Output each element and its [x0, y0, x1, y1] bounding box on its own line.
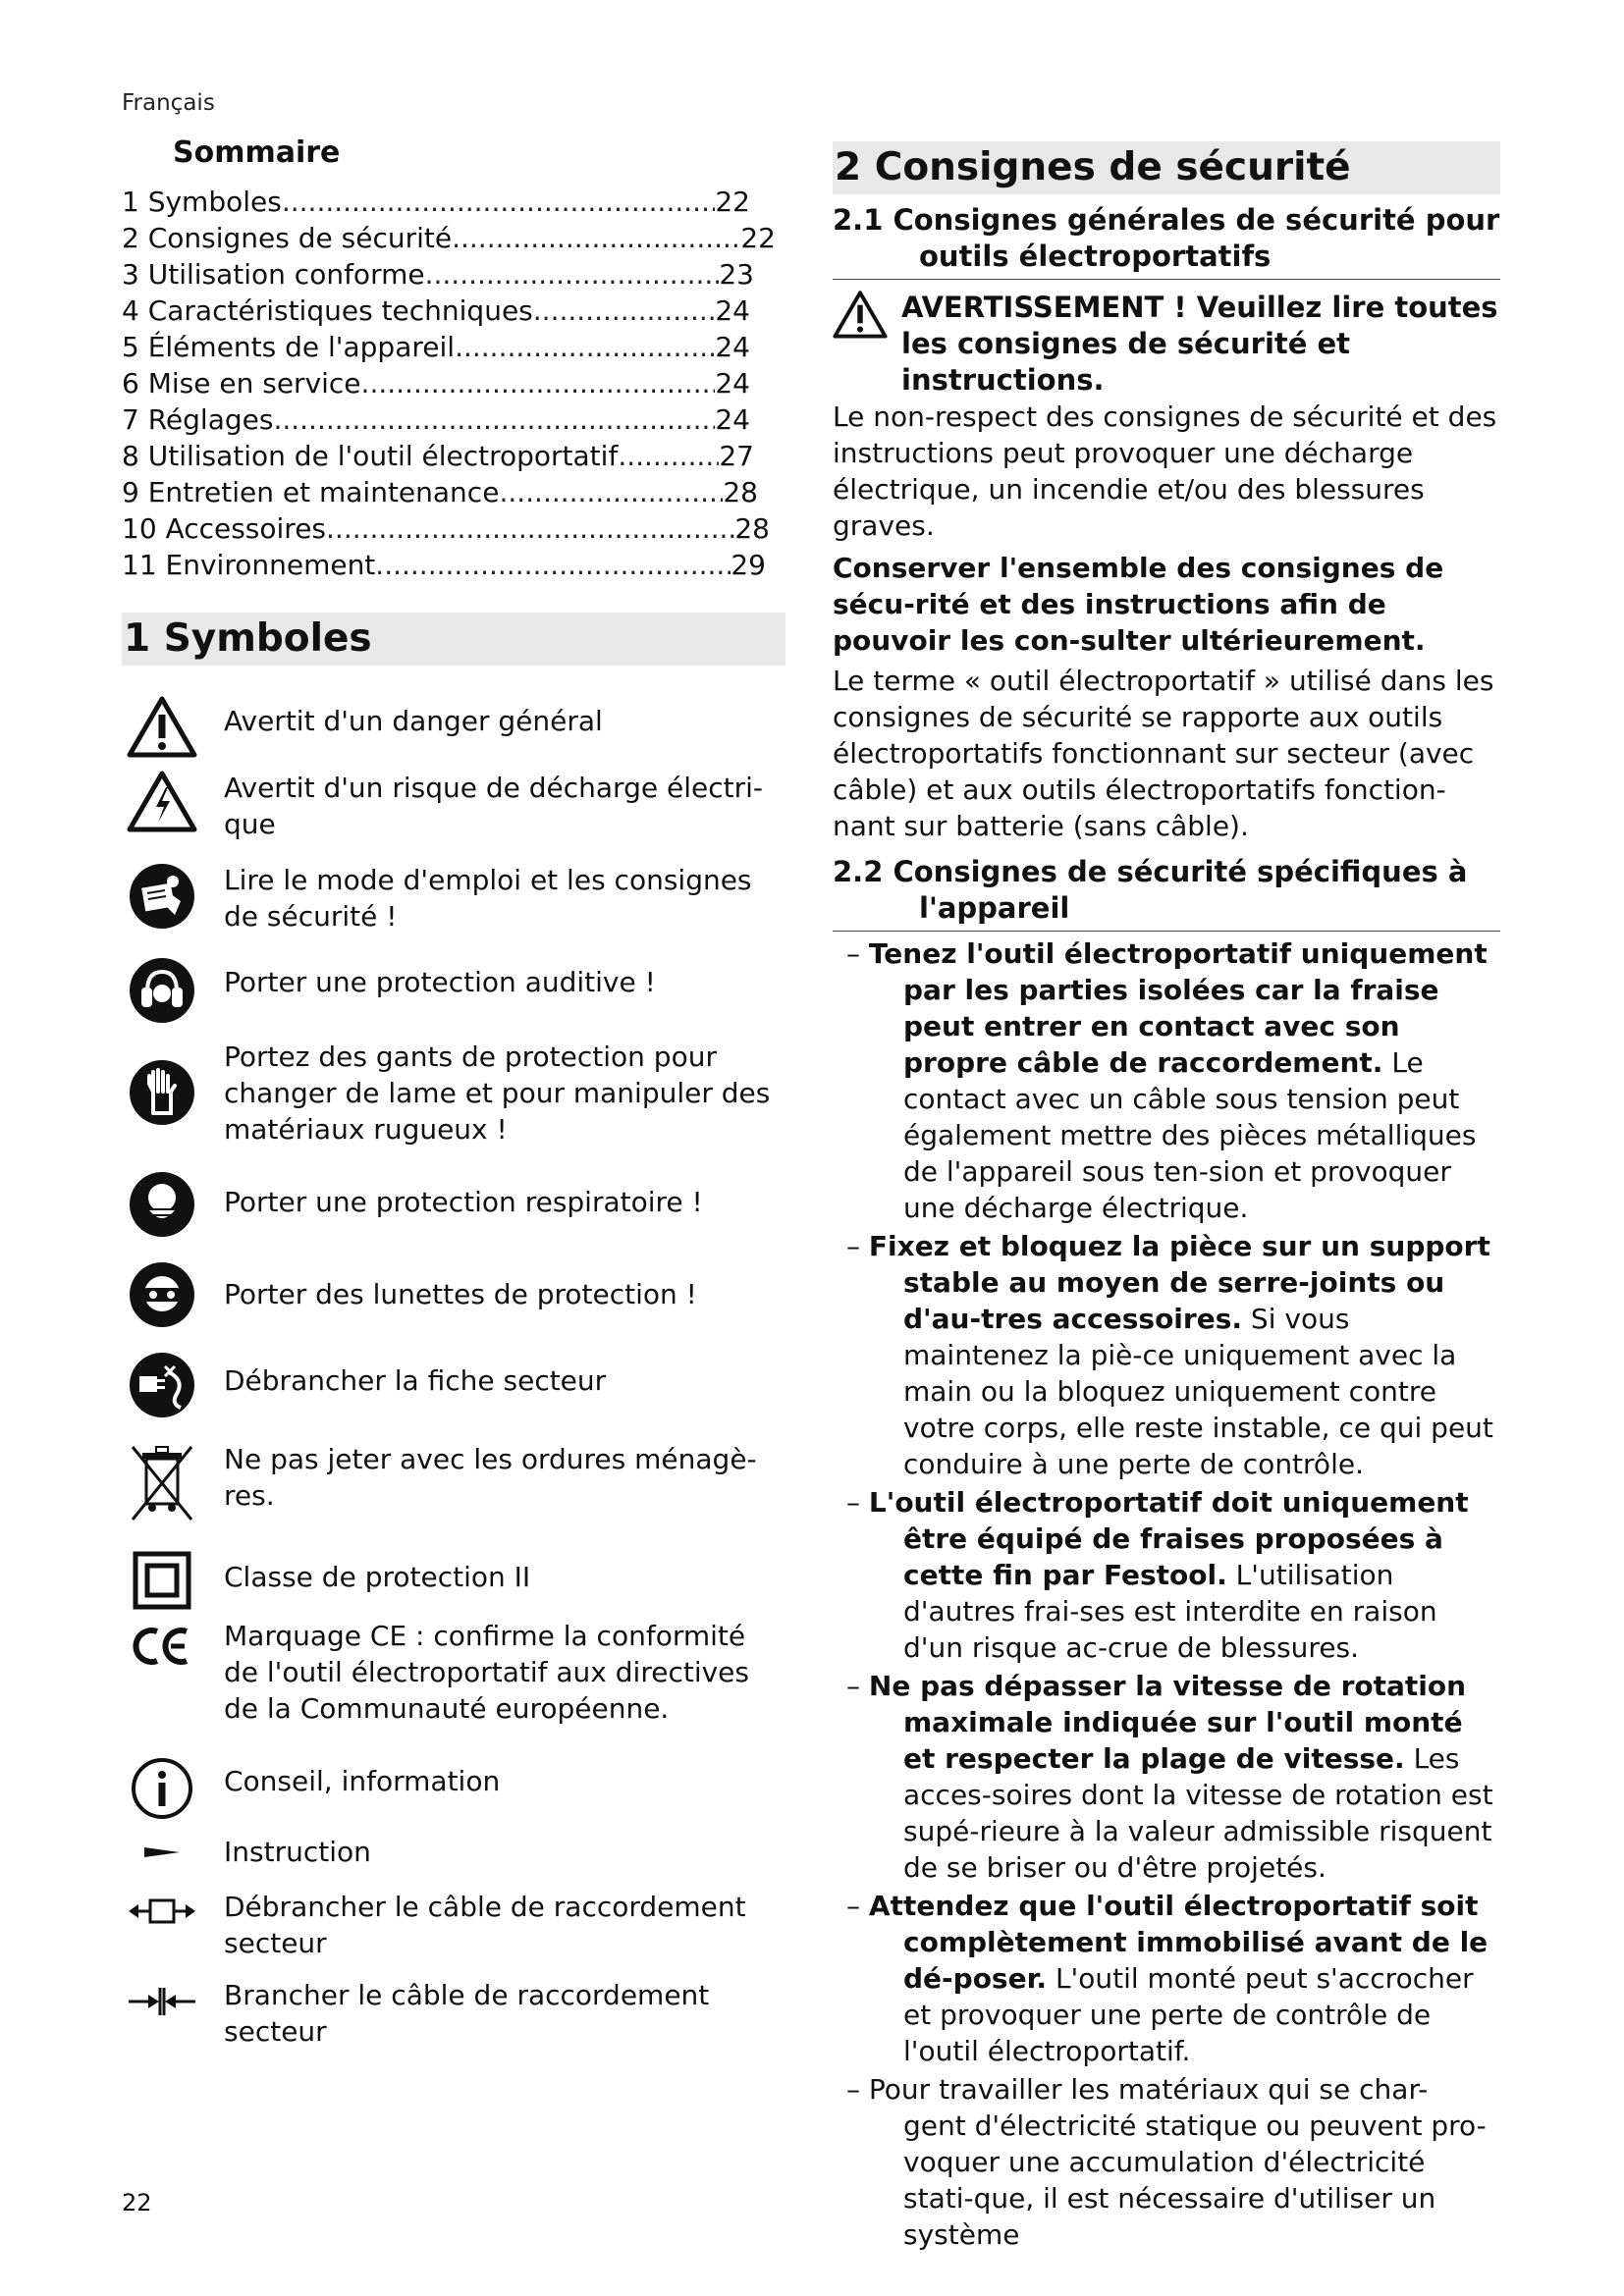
divider	[833, 279, 1500, 280]
keep-instructions-text: Conserver l'ensemble des consignes de sécu-rité et des instructions afin de pouvoir les con-sulter ultérieurement.	[833, 552, 1444, 657]
toc-entry[interactable]	[122, 365, 750, 401]
section-2-2-heading	[833, 854, 1500, 927]
divider	[833, 931, 1500, 932]
toc-entry[interactable]	[122, 220, 776, 256]
bullet-bold: complètement immobilisé avant de le dé-poser.	[903, 1926, 1489, 1995]
bullet-lead: Tenez l'outil électroportatif uniquement	[868, 937, 1488, 970]
symbol-row	[122, 1757, 785, 1834]
toc-leader	[618, 438, 719, 474]
bullet-bold: être équipé de fraises proposées à cette fin par Festool.	[903, 1522, 1443, 1591]
warning-icon	[122, 695, 202, 758]
section-2-2-line2: l'appareil	[919, 891, 1070, 925]
term-definition-text: Le terme « outil électroportatif » utilisé dans les consignes de sécurité se rapporte aux outils électroportatifs fonctionnant sur secteur (avec câble) et aux outils électroportatifs fonction-nant sur batterie (sans câble).	[833, 665, 1494, 842]
symbol-row	[122, 1889, 785, 1977]
respirator-icon	[122, 1170, 202, 1239]
warning-title-line2: les consignes de sécurité et instructions.	[901, 327, 1351, 397]
bullet-text: L'outil monté peut s'accrocher et provoquer une perte de contrôle de l'outil électroportatif.	[903, 1962, 1474, 2067]
toc-entry[interactable]	[122, 184, 750, 220]
toc-entry-label: 3 Utilisation conforme	[122, 258, 425, 291]
language-label: Français	[122, 90, 215, 116]
toc-entry-label: 10 Accessoires	[122, 512, 327, 545]
symbol-row	[122, 691, 785, 766]
toc-title: Sommaire	[173, 135, 341, 170]
symbol-text: Porter une protection respiratoire !	[224, 1186, 703, 1218]
symbol-text: Porter des lunettes de protection !	[224, 1278, 697, 1310]
symbol-row	[122, 766, 785, 862]
symbol-row	[122, 1551, 785, 1622]
connect-cable-icon	[122, 1977, 202, 2018]
toc-entry-label: 7 Réglages	[122, 403, 274, 436]
symbol-row	[122, 862, 785, 950]
toc-entry[interactable]	[122, 401, 750, 438]
symbol-text: Instruction	[224, 1836, 371, 1868]
toc-leader	[533, 293, 716, 329]
section-2-2-line1: 2.2 Consignes de sécurité spécifiques à	[833, 855, 1468, 888]
toc-entry-page: 22	[715, 186, 750, 218]
toc-entry-label: 11 Environnement	[122, 549, 376, 581]
warning-title	[901, 290, 1500, 399]
bullet-bold: par les parties isolées car la fraise peut entrer en contact avec son propre câble de raccordement.	[903, 974, 1439, 1079]
toc-entry-page: 24	[715, 367, 750, 400]
toc-entry-page: 24	[715, 403, 750, 436]
page-number: 22	[122, 2189, 152, 2216]
bullet-text: Si vous maintenez la piè-ce uniquement avec la main ou la bloquez uniquement contre votre corps, elle reste instable, ce qui peut conduire à une perte de contrôle.	[903, 1303, 1493, 1480]
toc-entry[interactable]	[122, 256, 754, 293]
warning-title-line1: AVERTISSEMENT ! Veuillez lire toutes	[901, 291, 1498, 324]
toc-entry-label: 1 Symboles	[122, 186, 282, 218]
symbol-row	[122, 950, 785, 1035]
symbols-list	[122, 691, 785, 2056]
bullet-text: Le contact avec un câble sous tension peut également mettre des pièces métalliques de l'appareil sous ten-sion et provoquer une décharge électrique.	[903, 1046, 1477, 1224]
toc-entry-label: 2 Consignes de sécurité	[122, 222, 453, 254]
symbol-text: Portez des gants de protection pour changer de lame et pour manipuler des matériaux rugueux !	[224, 1041, 771, 1146]
gloves-icon	[122, 1042, 202, 1127]
symbols-heading: 1 Symboles	[122, 613, 785, 666]
toc-entry[interactable]	[122, 329, 750, 365]
safety-bullet-list	[833, 935, 1500, 2253]
toc-leader	[452, 220, 740, 256]
toc-entry-page: 24	[715, 294, 750, 327]
unplug-icon	[122, 1351, 202, 1419]
section-2-1-heading	[833, 202, 1500, 275]
toc-leader	[361, 365, 716, 401]
toc-entry-page: 23	[719, 258, 754, 291]
bullet-text: Les acces-soires dont la vitesse de rotation est supé-rieure à la valeur admissible risquent de se briser ou d'être projetés.	[903, 1742, 1493, 1884]
ce-mark-icon	[122, 1622, 202, 1671]
warning-text: Le non-respect des consignes de sécurité et des instructions peut provoquer une décharge électrique, un incendie et/ou des blessures graves.	[833, 400, 1497, 542]
left-column	[122, 135, 785, 2056]
toc-entry[interactable]	[122, 510, 770, 547]
section-2-1-line2: outils électroportatifs	[919, 240, 1272, 273]
symbol-text: Porter une protection auditive !	[224, 966, 656, 998]
toc-entry-label: 4 Caractéristiques techniques	[122, 294, 533, 327]
list-item: – L'outil électroportatif doit uniquement être équipé de fraises proposées à cette fin par Festool. L'utilisation d'autres frai-ses est interdite en raison d'un risque ac-crue de blessures.	[846, 1486, 1469, 1664]
right-column	[833, 141, 1500, 2253]
symbol-text: Débrancher le câble de raccordement secteur	[224, 1891, 746, 1959]
symbol-text: Lire le mode d'emploi et les consignes de sécurité !	[224, 864, 752, 933]
toc-entry-page: 27	[719, 440, 754, 472]
protection-class-icon	[122, 1551, 202, 1610]
bullet-lead: Attendez que l'outil électroportatif soit	[868, 1890, 1479, 1922]
list-item: – Fixez et bloquez la pièce sur un support stable au moyen de serre-joints ou d'au-tres accessoires. Si vous maintenez la piè-ce uniquement avec la main ou la bloquez uniquement contre votre corps, elle reste instable, ce qui peut conduire à une perte de contrôle.	[846, 1230, 1493, 1480]
symbol-text: Conseil, information	[224, 1765, 501, 1797]
toc-entry-label: 5 Éléments de l'appareil	[122, 331, 456, 363]
bullet-text: gent d'électricité statique ou peuvent pro-voquer une accumulation d'électricité stati-que, il est nécessaire d'utiliser un système	[903, 2109, 1487, 2251]
symbol-row	[122, 1441, 785, 1551]
table-of-contents	[122, 184, 785, 583]
warning-icon	[833, 290, 901, 399]
info-icon	[122, 1757, 202, 1820]
bullet-lead: Fixez et bloquez la pièce sur un support	[868, 1230, 1490, 1262]
toc-entry[interactable]	[122, 547, 766, 583]
symbol-row	[122, 1035, 785, 1170]
list-item: – Ne pas dépasser la vitesse de rotation maximale indiquée sur l'outil monté et respecter la plage de vitesse. Les acces-soires dont la vitesse de rotation est supé-rieure à la valeur admissible risquent de se briser ou d'être projetés.	[846, 1670, 1493, 1884]
symbol-text: Avertit d'un risque de décharge électri-que	[224, 772, 763, 840]
toc-leader	[455, 329, 715, 365]
toc-entry-label: 6 Mise en service	[122, 367, 361, 400]
toc-entry-page: 24	[715, 331, 750, 363]
toc-entry[interactable]	[122, 474, 758, 510]
symbol-row	[122, 1170, 785, 1260]
read-manual-icon	[122, 862, 202, 931]
bullet-bold: maximale indiquée sur l'outil monté et respecter la plage de vitesse.	[903, 1706, 1463, 1775]
bullet-bold: stable au moyen de serre-joints ou d'au-tres accessoires.	[903, 1266, 1445, 1335]
bullet-lead: Pour travailler les matériaux qui se char-	[868, 2073, 1429, 2106]
symbol-row	[122, 1834, 785, 1889]
disconnect-cable-icon	[122, 1889, 202, 1926]
symbol-row	[122, 1351, 785, 1441]
bullet-lead: Ne pas dépasser la vitesse de rotation	[868, 1670, 1467, 1702]
toc-leader	[499, 474, 723, 510]
symbol-row	[122, 1260, 785, 1351]
toc-leader	[282, 184, 716, 220]
toc-leader	[425, 256, 720, 293]
list-item: – Attendez que l'outil électroportatif soit complètement immobilisé avant de le dé-poser. L'outil monté peut s'accrocher et provoquer une perte de contrôle de l'outil électroportatif.	[846, 1890, 1489, 2067]
bullet-text: L'utilisation d'autres frai-ses est interdite en raison d'un risque ac-crue de blessures.	[903, 1559, 1437, 1664]
electric-shock-icon	[122, 770, 202, 832]
toc-leader	[273, 401, 715, 438]
toc-entry-page: 29	[731, 549, 766, 581]
instruction-arrow-icon	[122, 1834, 202, 1859]
symbol-text: Débrancher la fiche secteur	[224, 1364, 607, 1397]
toc-entry-label: 9 Entretien et maintenance	[122, 476, 500, 508]
toc-leader	[375, 547, 731, 583]
ear-protection-icon	[122, 956, 202, 1025]
warning-block	[833, 290, 1500, 399]
toc-entry[interactable]	[122, 293, 750, 329]
toc-entry-page: 28	[734, 512, 770, 545]
section-2-1-line1: 2.1 Consignes générales de sécurité pour	[833, 203, 1500, 237]
symbol-row	[122, 1622, 785, 1757]
crossed-bin-icon	[122, 1441, 202, 1523]
symbol-text: Marquage CE : confirme la conformité de l'outil électroportatif aux directives de la Communauté européenne.	[224, 1620, 749, 1725]
toc-leader	[326, 510, 734, 547]
symbol-row	[122, 1977, 785, 2056]
symbol-text: Classe de protection II	[224, 1561, 531, 1593]
goggles-icon	[122, 1260, 202, 1329]
list-item: – Pour travailler les matériaux qui se char- gent d'électricité statique ou peuvent pro-voquer une accumulation d'électricité stati-que, il est nécessaire d'utiliser un système	[833, 2071, 1500, 2253]
symbol-text: Avertit d'un danger général	[224, 705, 603, 737]
bullet-lead: L'outil électroportatif doit uniquement	[868, 1486, 1469, 1519]
toc-entry-label: 8 Utilisation de l'outil électroportatif	[122, 440, 619, 472]
symbol-text: Brancher le câble de raccordement secteur	[224, 1979, 710, 2048]
toc-entry[interactable]	[122, 438, 754, 474]
symbol-text: Ne pas jeter avec les ordures ménagè-res.	[224, 1443, 757, 1512]
safety-heading: 2 Consignes de sécurité	[833, 141, 1500, 194]
list-item: – Tenez l'outil électroportatif uniquement par les parties isolées car la fraise peut entrer en contact avec son propre câble de raccordement. Le contact avec un câble sous tension peut également mettre des pièces métalliques de l'appareil sous ten-sion et provoquer une décharge électrique.	[846, 937, 1488, 1224]
toc-entry-page: 28	[723, 476, 758, 508]
toc-entry-page: 22	[740, 222, 776, 254]
